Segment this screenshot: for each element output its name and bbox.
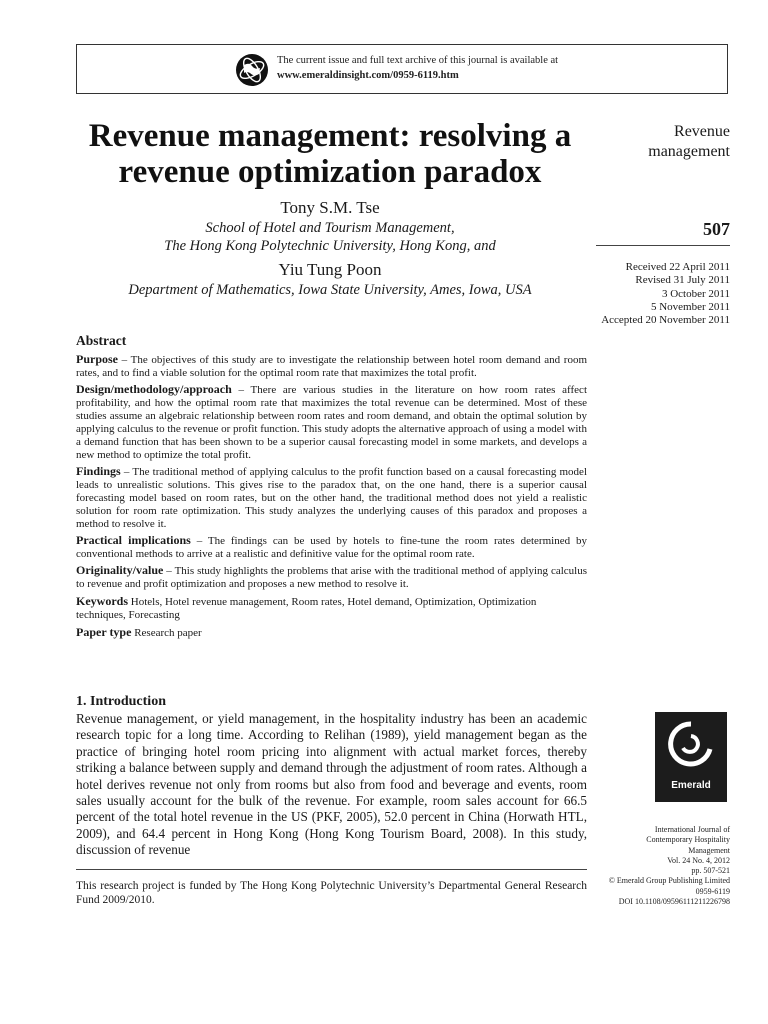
abstract-originality xyxy=(76,564,587,591)
paper-type-text: Research paper xyxy=(131,627,202,639)
logo-text: Emerald xyxy=(671,780,711,791)
emerald-swirl-icon xyxy=(655,712,727,778)
journal-url-link[interactable]: www.emeraldinsight.com/0959-6119.htm xyxy=(277,70,459,81)
running-head xyxy=(580,122,730,162)
date-line: Accepted 20 November 2011 xyxy=(601,314,730,327)
abstract-design xyxy=(76,383,587,462)
author-affiliation: School of Hotel and Tourism Management, xyxy=(205,220,455,236)
history-dates xyxy=(570,261,730,327)
abstract-purpose xyxy=(76,353,587,380)
divider xyxy=(596,245,730,246)
author-name: Tony S.M. Tse xyxy=(280,198,380,217)
keywords-label: Keywords xyxy=(76,594,128,608)
page-number: 507 xyxy=(703,219,730,239)
notice-text xyxy=(277,53,558,83)
author-name: Yiu Tung Poon xyxy=(278,260,382,279)
running-head-line: Revenue xyxy=(674,123,730,140)
section-heading: 1. Introduction xyxy=(76,694,166,709)
date-line: 5 November 2011 xyxy=(650,300,730,313)
citation-line: International Journal of xyxy=(654,825,730,834)
emerald-logo xyxy=(655,712,727,802)
title-line-2: revenue optimization paradox xyxy=(118,154,542,190)
keywords xyxy=(76,595,587,622)
title-line-1: Revenue management: resolving a xyxy=(88,118,572,154)
article-title xyxy=(60,118,600,190)
abstract-practical-implications xyxy=(76,534,587,561)
section-text: – The findings can be used by hotels to fine-tune the room rates determined by conventional methods to arrive at a realistic and definitive value for the optimal room rate. xyxy=(76,535,587,560)
globe-icon xyxy=(235,53,269,87)
abstract-findings xyxy=(76,465,587,531)
author-affiliation: Department of Mathematics, Iowa State University, Ames, Iowa, USA xyxy=(128,282,532,298)
paper-type-label: Paper type xyxy=(76,625,132,639)
citation-line: Contemporary Hospitality xyxy=(646,835,730,845)
keywords-text: Hotels, Hotel revenue management, Room rates, Hotel demand, Optimization, Optimization techniques, Forecasting xyxy=(76,596,537,621)
section-label: Design/methodology/approach xyxy=(76,382,232,396)
date-line: Received 22 April 2011 xyxy=(625,261,730,273)
journal-citation xyxy=(580,825,730,907)
citation-line: Management xyxy=(688,845,730,855)
paper-type xyxy=(76,626,587,640)
journal-availability-notice xyxy=(76,44,728,94)
footnote-divider xyxy=(76,869,587,870)
introduction-text: Revenue management, or yield management, in the hospitality industry has been an academic research topic for a long time. According to Relihan (1989), yield management began as the practice of bringing hotel room pricing into alignment with actual market forces, thereby striking a balance between supply and demand through the adjustment of room rates. Although a hotel derives revenue not only from rooms but also from food and beverage and events, room sales usually account for the bulk of the revenue. For example, room sales account for 66.5 percent of the total hotel revenue in the US (PKF, 2005), 52.0 percent in China (Horwath HTL, 2009), and 64.4 percent in Hong Kong (Hong Kong Tourism Board, 2008). In this study, discussion of revenue xyxy=(76,711,587,858)
author-affiliation: The Hong Kong Polytechnic University, Hong Kong, and xyxy=(164,238,496,254)
funding-footnote: This research project is funded by The Hong Kong Polytechnic University’s Departmental General Research Fund 2009/2010. xyxy=(76,880,587,906)
citation-line: 0959-6119 xyxy=(695,886,730,896)
abstract-heading: Abstract xyxy=(76,333,127,348)
section-label: Findings xyxy=(76,464,121,478)
section-text: – The traditional method of applying calculus to the profit function based on a causal forecasting model leads to unrealistic solutions. This gives rise to the paradox that, on the one hand, there is a superior causal forecasting model based on room rates, but on the other hand, the traditional method does not yield a realistic solution for room rate optimization. This study analyzes the underlying causes of this paradox and proposes a method to resolve it. xyxy=(76,466,587,530)
notice-line: The current issue and full text archive of this journal is available at xyxy=(277,55,559,66)
section-text: – There are various studies in the literature on how room rates affect profitability, and how the optimal room rate that maximizes the total revenue can be determined. Most of these studies assume an algebraic relationship between room rates and room demand, and obtain the optimal solution by applying calculus to the revenue or profit function. This study adopts the alternative approach of using a model with a demand function that has been shown to be a superior causal forecasting model in some markets, and develops a new method to optimize the total profit. xyxy=(76,384,587,461)
date-line: 3 October 2011 xyxy=(661,287,730,300)
citation-line: DOI 10.1108/09596111211226798 xyxy=(618,897,730,907)
section-text: – The objectives of this study are to investigate the relationship between hotel room demand and room rates, and to find a viable solution for the optimal room rate that maximizes the total profit. xyxy=(76,354,587,379)
citation-line: Vol. 24 No. 4, 2012 xyxy=(667,855,730,865)
running-head-line: management xyxy=(648,143,730,160)
citation-line: pp. 507-521 xyxy=(691,866,730,876)
citation-line: © Emerald Group Publishing Limited xyxy=(608,876,730,886)
section-label: Purpose xyxy=(76,352,118,366)
date-line: Revised 31 July 2011 xyxy=(635,274,730,287)
section-label: Practical implications xyxy=(76,533,191,547)
section-text: – This study highlights the problems that arise with the traditional method of applying calculus to revenue and profit optimization and proposes a new method to resolve it. xyxy=(76,565,587,590)
abstract xyxy=(76,333,587,643)
section-label: Originality/value xyxy=(76,563,164,577)
